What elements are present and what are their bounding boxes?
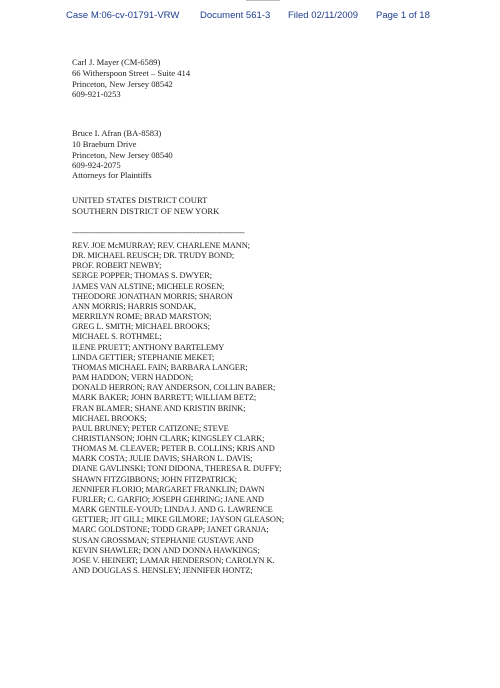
attorney-city: Princeton, New Jersey 08540 [72,149,173,160]
party-line: PAUL BRUNEY; PETER CATIZONE; STEVE [72,423,229,433]
party-line: DIANE GAVLINSKI; TONI DIDONA, THERESA R. DUFFY; [72,464,282,474]
party-line: JENNIFER FLORIO; MARGARET FRANKLIN; DAWN [72,484,265,494]
party-line: REV. JOE McMURRAY; REV. CHARLENE MANN; [72,241,250,250]
attorney-city: Princeton, New Jersey 08542 [72,78,173,89]
party-line: PAM HADDON; VERN HADDON; [72,373,194,383]
attorney-phone: 609-921-0253 [72,89,121,100]
attorney-block-1 [72,57,190,100]
party-line: FRAN BLAMER; SHANE AND KRISTIN BRINK; [72,403,246,413]
party-line: MARK COSTA; JULIE DAVIS; SHARON L. DAVIS; [72,454,253,464]
party-line: THOMAS M. CLEAVER; PETER B. COLLINS; KRIS AND [72,444,275,454]
party-line: CHRISTIANSON; JOHN CLARK; KINGSLEY CLARK; [72,433,265,443]
party-line: PROF. ROBERT NEWBY; [72,261,162,271]
attorney-role: Attorneys for Plaintiffs [72,170,152,180]
document-number: Document 561-3 [200,10,271,21]
party-line: SERGE POPPER; THOMAS S. DWYER; [72,271,212,281]
attorney-block-2 [72,128,173,171]
party-line: AND DOUGLAS S. HENSLEY; JENNIFER HONTZ; [72,566,253,575]
attorney-name: Bruce I. Afran (BA-8583) [72,128,162,138]
court-district: SOUTHERN DISTRICT OF NEW YORK [72,205,220,216]
party-line: SHAWN FITZGIBBONS; JOHN FITZPATRICK; [72,474,238,484]
party-line: GREG L. SMITH; MICHAEL BROOKS; [72,322,210,332]
party-line: KEVIN SHAWLER; DON AND DONNA HAWKINGS; [72,545,260,555]
party-line: FURLER; C. GARFIO; JOSEPH GEHRING; JANE AND [72,494,264,504]
court-name: UNITED STATES DISTRICT COURT [72,195,208,205]
party-line: DONALD HERRON; RAY ANDERSON, COLLIN BABER; [72,383,276,393]
attorney-phone: 609-924-2075 [72,160,121,171]
case-number: Case M:06-cv-01791-VRW [66,10,180,21]
party-line: THEODORE JONATHAN MORRIS; SHARON [72,291,233,301]
attorney-street: 10 Braeburn Drive [72,138,137,149]
scan-mark [246,0,280,7]
party-line: MARK BAKER; JOHN BARRETT; WILLIAM BETZ; [72,393,257,403]
party-line: JOSE V. HEINERT; LAMAR HENDERSON; CAROLYN K. [72,555,275,565]
party-line: MARC GOLDSTONE; TODD GRAPP; JANET GRANJA; [72,525,269,535]
party-line: LINDA GETTIER; STEPHANIE MEKET; [72,352,215,362]
party-line: GETTIER; JIT GILL; MIKE GILMORE; JAYSON GLEASON; [72,515,285,525]
party-line: MERRILYN ROME; BRAD MARSTON; [72,312,212,322]
attorney-name: Carl J. Mayer (CM-6589) [72,57,161,67]
party-line: MICHAEL BROOKS; [72,413,147,423]
party-line: ILENE PRUETT; ANTHONY BARTELEMY [72,342,225,352]
filed-date: Filed 02/11/2009 [288,10,359,21]
party-line: MICHAEL S. ROTHMEL; [72,332,162,342]
party-line: JAMES VAN ALSTINE; MICHELE ROSEN; [72,281,225,291]
caption-divider: ------------------------------------------------------------------------- [72,227,245,237]
attorney-street: 66 Witherspoon Street – Suite 414 [72,67,191,78]
plaintiffs-list [72,241,284,576]
party-line: SUSAN GROSSMAN; STEPHANIE GUSTAVE AND [72,535,254,545]
party-line: THOMAS MICHAEL FAIN; BARBARA LANGER; [72,362,248,372]
court-caption [72,195,219,217]
page-indicator: Page 1 of 18 [376,10,430,21]
party-line: MARK GENTILE-YOUD; LINDA J. AND G. LAWRENCE [72,505,273,515]
party-line: DR. MICHAEL REUSCH; DR. TRUDY BOND; [72,251,235,261]
party-line: ANN MORRIS; HARRIS SONDAK, [72,301,196,311]
